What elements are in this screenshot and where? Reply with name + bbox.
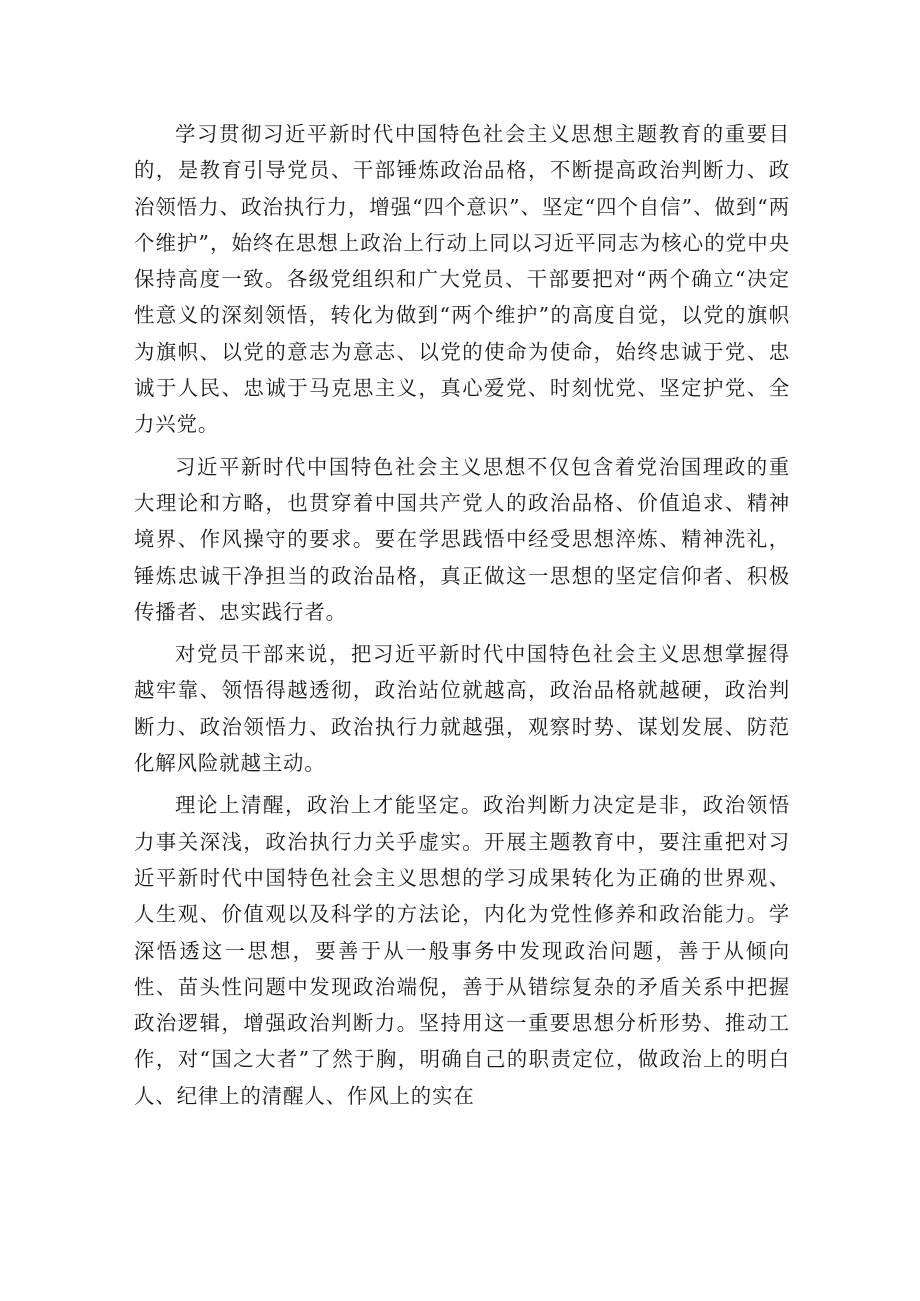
document-body xyxy=(134,116,790,1114)
paragraph-2: 习近平新时代中国特色社会主义思想不仅包含着党治国理政的重大理论和方略，也贯穿着中国共产党人的政治品格、价值追求、精神境界、作风操守的要求。要在学思践悟中经受思想淬炼、精神洗礼，锤炼忠诚干净担当的政治品格，真正做这一思想的坚定信仰者、积极传播者、忠实践行者。 xyxy=(134,454,790,624)
paragraph-1: 学习贯彻习近平新时代中国特色社会主义思想主题教育的重要目的，是教育引导党员、干部锤炼政治品格，不断提高政治判断力、政治领悟力、政治执行力，增强“四个意识”、坚定“四个自信”、做到“两个维护”，始终在思想上政治上行动上同以习近平同志为核心的党中央保持高度一致。各级党组织和广大党员、干部要把对“两个确立“决定性意义的深刻领悟，转化为做到“两个维护”的高度自觉，以党的旗帜为旗帜、以党的意志为意志、以党的使命为使命，始终忠诚于党、忠诚于人民、忠诚于马克思主义，真心爱党、时刻忧党、坚定护党、全力兴党。 xyxy=(134,122,790,437)
paragraph-4: 理论上清醒，政治上才能坚定。政治判断力决定是非，政治领悟力事关深浅，政治执行力关乎虚实。开展主题教育中，要注重把对习近平新时代中国特色社会主义思想的学习成果转化为正确的世界观、人生观、价值观以及科学的方法论，内化为党性修养和政治能力。学深悟透这一思想，要善于从一般事务中发现政治问题，善于从倾向性、苗头性问题中发现政治端倪，善于从错综复杂的矛盾关系中把握政治逻辑，增强政治判断力。坚持用这一重要思想分析形势、推动工作，对“国之大者”了然于胸，明确自己的职责定位，做政治上的明白人、纪律上的清醒人、作风上的实在 xyxy=(134,793,790,1108)
paragraph-3: 对党员干部来说，把习近平新时代中国特色社会主义思想掌握得越牢靠、领悟得越透彻，政治站位就越高，政治品格就越硬，政治判断力、政治领悟力、政治执行力就越强，观察时势、谋划发展、防范化解风险就越主动。 xyxy=(134,642,790,776)
